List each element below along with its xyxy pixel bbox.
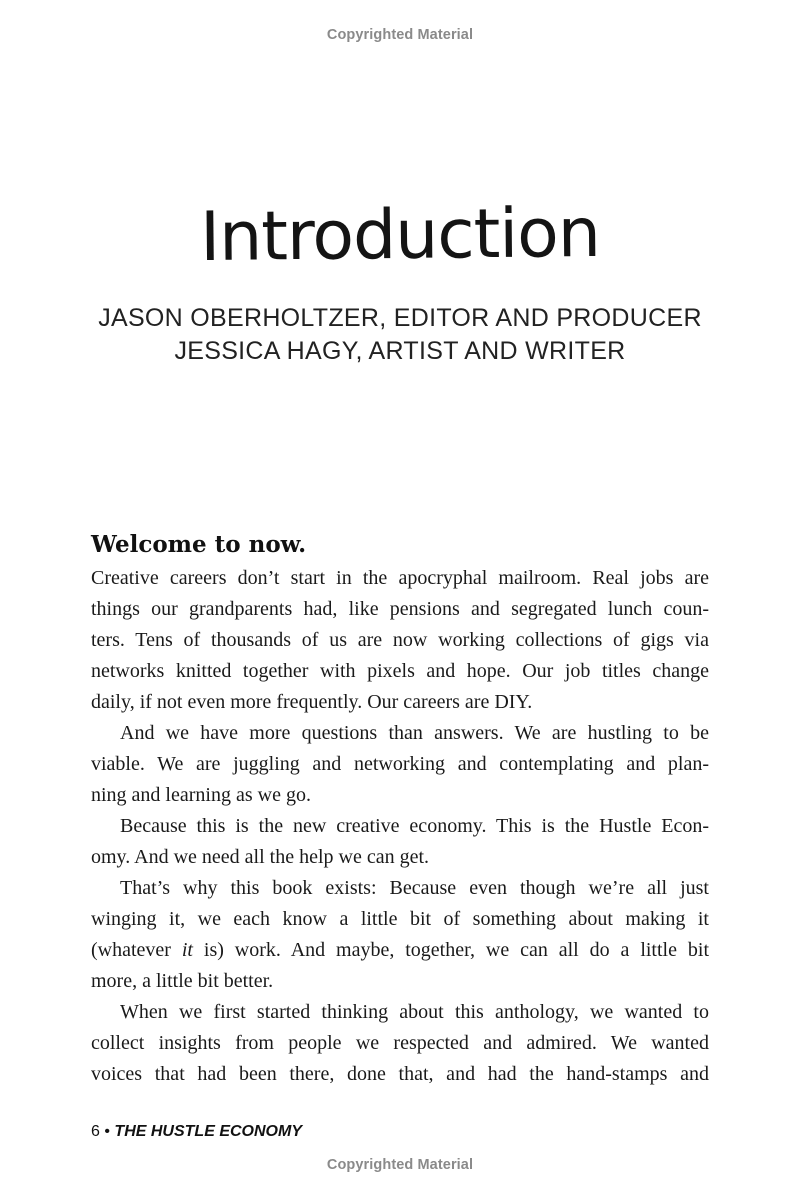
body-line-segment: (whatever	[91, 939, 182, 961]
body-line: daily, if not even more frequently. Our careers are DIY.	[91, 691, 533, 713]
page-footer	[91, 1123, 302, 1141]
chapter-title: Introduction	[199, 193, 601, 278]
body-text	[91, 563, 709, 1090]
running-head: THE HUSTLE ECONOMY	[114, 1123, 302, 1140]
copyright-watermark-bottom: Copyrighted Material	[326, 1157, 474, 1173]
body-line: And we have more questions than answers. We are hustling to be	[120, 722, 709, 744]
body-line: winging it, we each know a little bit of something about making it	[91, 908, 709, 930]
body-line: ning and learning as we go.	[91, 784, 311, 806]
body-line: more, a little bit better.	[91, 970, 274, 992]
body-line: Creative careers don’t start in the apocryphal mailroom. Real jobs are	[91, 567, 709, 589]
body-line: omy. And we need all the help we can get.	[91, 846, 430, 868]
body-line: ters. Tens of thousands of us are now working collections of gigs via	[91, 629, 709, 651]
body-line: collect insights from people we respected and admired. We wanted	[91, 1032, 709, 1054]
body-line: That’s why this book exists: Because even though we’re all just	[120, 877, 709, 899]
body-line: Because this is the new creative economy. This is the Hustle Econ-	[120, 815, 709, 837]
body-line	[91, 935, 709, 966]
body-line-segment: is) work. And maybe, together, we can all do a little bit	[192, 939, 709, 961]
body-line: networks knitted together with pixels and hope. Our job titles change	[91, 660, 709, 682]
byline-artist: JESSICA HAGY, ARTIST AND WRITER	[174, 337, 626, 365]
body-line: things our grandparents had, like pensions and segregated lunch coun-	[91, 598, 709, 620]
footer-separator: •	[104, 1123, 110, 1140]
copyright-watermark-top: Copyrighted Material	[326, 27, 474, 43]
body-line: When we first started thinking about this anthology, we wanted to	[120, 1001, 709, 1023]
page-number: 6	[91, 1123, 100, 1140]
body-line-emphasis: it	[181, 939, 193, 961]
section-heading: Welcome to now.	[91, 531, 307, 558]
body-line: viable. We are juggling and networking and contemplating and plan-	[91, 753, 709, 775]
body-line: voices that had been there, done that, and had the hand-stamps and	[91, 1063, 709, 1085]
byline-editor: JASON OBERHOLTZER, EDITOR AND PRODUCER	[98, 304, 702, 332]
